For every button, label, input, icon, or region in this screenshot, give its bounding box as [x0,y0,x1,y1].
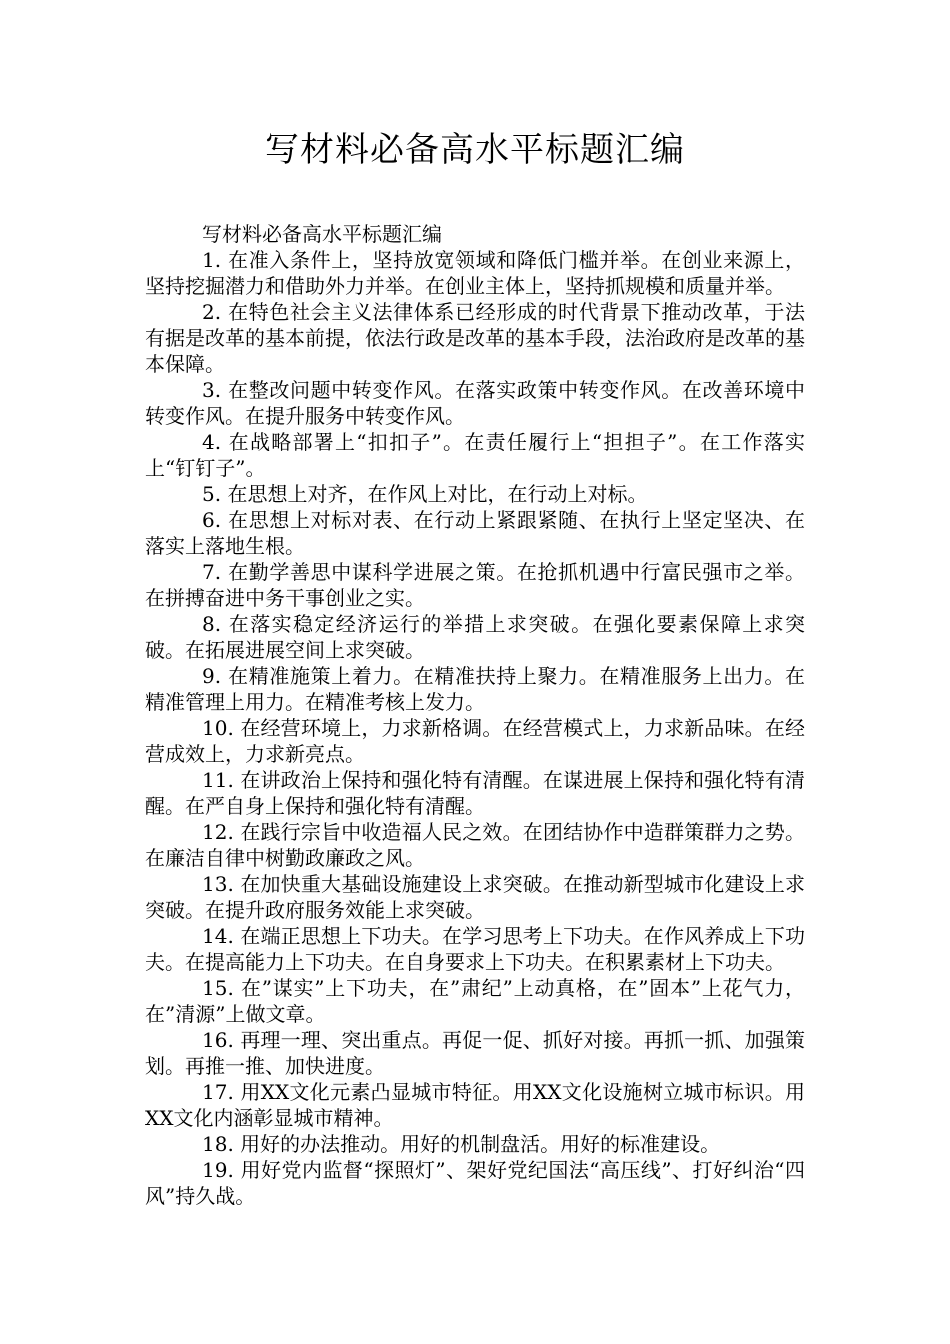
list-item: 13. 在加快重大基础设施建设上求突破。在推动新型城市化建设上求突破。在提升政府服务效能上求突破。 [145,872,805,922]
list-item: 9. 在精准施策上着力。在精准扶持上聚力。在精准服务上出力。在精准管理上用力。在精准考核上发力。 [145,664,805,714]
list-item: 14. 在端正思想上下功夫。在学习思考上下功夫。在作风养成上下功夫。在提高能力上下功夫。在自身要求上下功夫。在积累素材上下功夫。 [145,924,805,974]
document-title: 写材料必备高水平标题汇编 [265,130,685,170]
list-item: 4. 在战略部署上“扣扣子”。在责任履行上“担担子”。在工作落实上“钉钉子”。 [145,430,805,480]
list-item: 2. 在特色社会主义法律体系已经形成的时代背景下推动改革，于法有据是改革的基本前提，依法行政是改革的基本手段，法治政府是改革的基本保障。 [145,300,805,376]
list-item: 3. 在整改问题中转变作风。在落实政策中转变作风。在改善环境中转变作风。在提升服务中转变作风。 [145,378,805,428]
list-item: 10. 在经营环境上，力求新格调。在经营模式上，力求新品味。在经营成效上，力求新亮点。 [145,716,805,766]
document-subtitle: 写材料必备高水平标题汇编 [202,222,442,246]
document-body [145,221,805,1209]
list-item: 11. 在讲政治上保持和强化特有清醒。在谋进展上保持和强化特有清醒。在严自身上保持和强化特有清醒。 [145,768,805,818]
list-item: 1. 在准入条件上，坚持放宽领域和降低门槛并举。在创业来源上，坚持挖掘潜力和借助外力并举。在创业主体上，坚持抓规模和质量并举。 [145,248,805,298]
list-item: 19. 用好党内监督“探照灯”、架好党纪国法“高压线”、打好纠治“四风”持久战。 [145,1158,805,1208]
list-item: 8. 在落实稳定经济运行的举措上求突破。在强化要素保障上求突破。在拓展进展空间上求突破。 [145,612,805,662]
list-item: 18. 用好的办法推动。用好的机制盘活。用好的标准建设。 [202,1132,721,1156]
list-item: 16. 再理一理、突出重点。再促一促、抓好对接。再抓一抓、加强策划。再推一推、加快进度。 [145,1028,805,1078]
list-item: 15. 在”谋实”上下功夫，在”肃纪”上动真格，在”固本”上花气力，在”清源”上做文章。 [145,976,805,1026]
list-item: 7. 在勤学善思中谋科学进展之策。在抢抓机遇中行富民强市之举。在拼搏奋进中务干事创业之实。 [145,560,805,610]
list-item: 6. 在思想上对标对表、在行动上紧跟紧随、在执行上坚定坚决、在落实上落地生根。 [145,508,805,558]
list-item: 12. 在践行宗旨中收造福人民之效。在团结协作中造群策群力之势。在廉洁自律中树勤政廉政之风。 [145,820,805,870]
list-item: 5. 在思想上对齐，在作风上对比，在行动上对标。 [202,482,648,506]
list-item: 17. 用XX文化元素凸显城市特征。用XX文化设施树立城市标识。用XX文化内涵彰显城市精神。 [145,1080,805,1130]
